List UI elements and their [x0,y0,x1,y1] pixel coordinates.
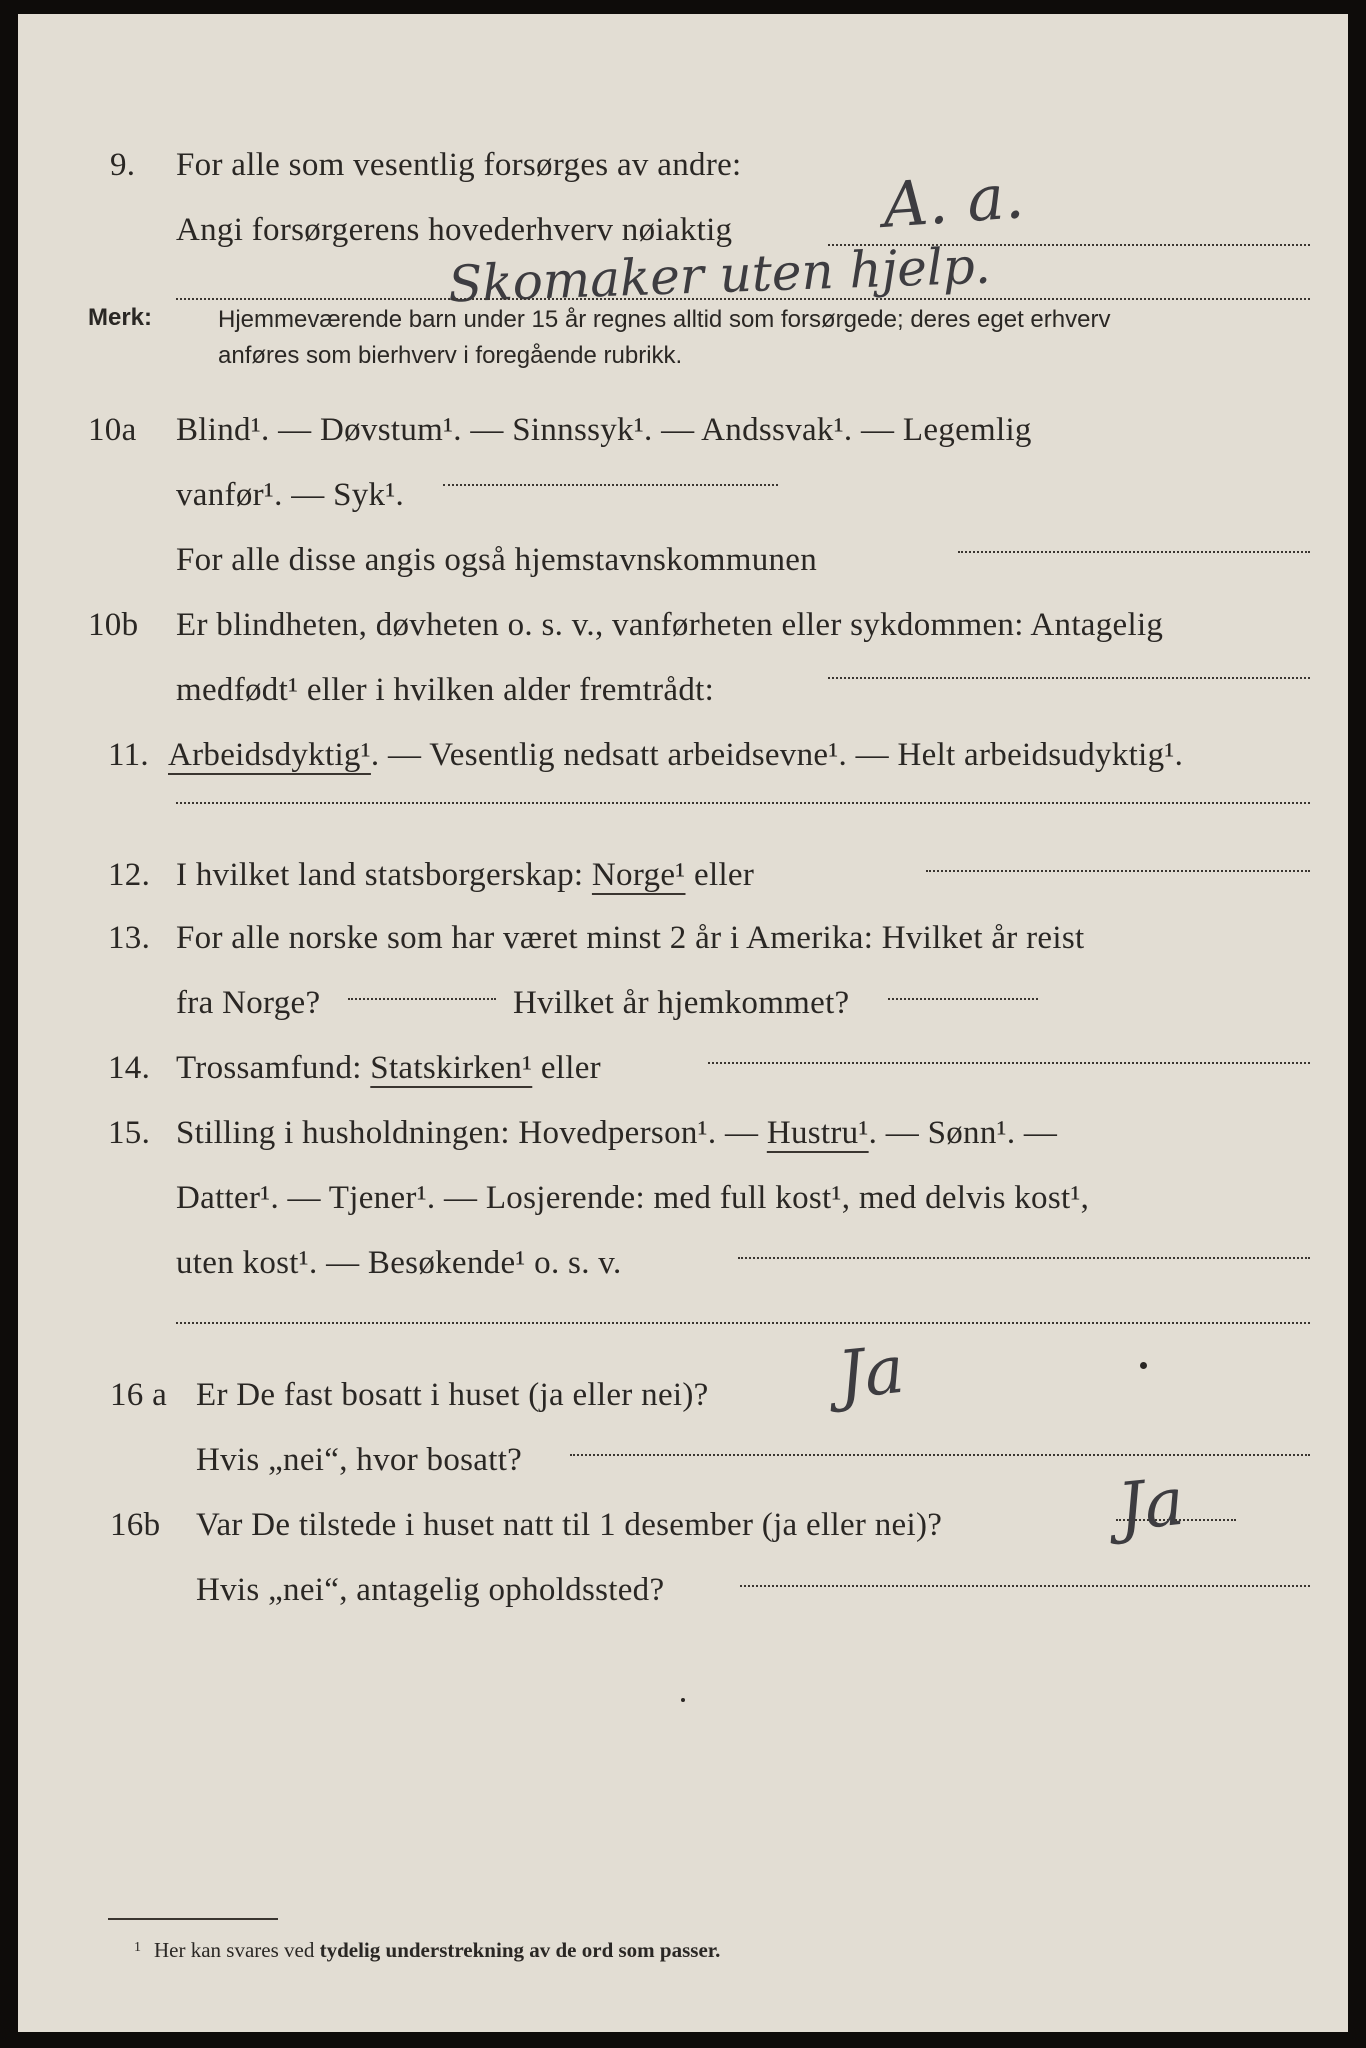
q13-text-line2a: fra Norge? [176,985,321,1021]
q16b-handwritten-answer: Ja [1114,1462,1188,1547]
q10b-dotted-line [828,677,1310,679]
q15-text-line2: Datter¹. — Tjener¹. — Losjerende: med full kost¹, med delvis kost¹, [176,1180,1090,1216]
q10b-text-line2: medfødt¹ eller i hvilken alder fremtrådt: [176,672,715,708]
q10b-number: 10b [88,607,139,643]
q14-text-post: eller [532,1050,601,1086]
q15-underlined-hustru: Hustru¹ [766,1115,869,1151]
q12-number: 12. [108,857,151,893]
q11-dotted-line [176,802,1310,804]
ink-speck [1140,1362,1147,1369]
q10b-line2 [18,649,1348,709]
q16b-line2 [18,1549,1348,1609]
merk-text-line1: Hjemmeværende barn under 15 år regnes alltid som forsørgede; deres eget erhverv [218,306,1111,333]
q16a-line1 [18,1354,1348,1414]
q12-text-post: eller [685,857,755,893]
q14-underlined-statskirken: Statskirken¹ [370,1050,533,1086]
merk-text-line2: anføres som bierhverv i foregående rubrikk. [218,342,683,369]
q10a-line1 [18,389,1348,449]
q9-text-line2: Angi forsørgerens hovederhverv nøiaktig [176,212,733,248]
q15-line1 [18,1092,1348,1152]
q16a-handwritten-answer: Ja [834,1330,908,1415]
q15-text-line1 [176,1115,1057,1152]
q11-text-rest: . — Vesentlig nedsatt arbeidsevne¹. — Helt arbeidsudyktig¹. [370,737,1184,773]
q13-text-line2b: Hvilket år hjemkommet? [513,985,850,1021]
q15-number: 15. [108,1115,151,1151]
q10a-number: 10a [88,412,137,448]
q15-line3 [18,1222,1348,1282]
q15-text-line1-pre: Stilling i husholdningen: Hovedperson¹. — [176,1115,767,1151]
q16a-text-line2: Hvis „nei“, hvor bosatt? [196,1442,523,1478]
q16b-dotted-line [740,1585,1310,1587]
census-form-page [18,14,1348,2032]
q9-line2 [18,189,1348,249]
q15-text-line3: uten kost¹. — Besøkende¹ o. s. v. [176,1245,622,1281]
q14-dotted-line [708,1062,1310,1064]
q13-hjemkommet-dotted-line [888,998,1038,1000]
q10b-line1 [18,584,1348,644]
q13-number: 13. [108,920,151,956]
q12-dotted-line [926,870,1310,872]
merk-label: Merk: [88,304,153,331]
q11-line [18,714,1348,774]
q15-dotted-line-2 [176,1322,1310,1324]
q10b-text-line1: Er blindheten, døvheten o. s. v., vanførheten eller sykdommen: Antagelig [176,607,1164,643]
ink-speck [681,1698,685,1702]
q9-answer-dotted-line-2 [176,298,1310,300]
footnote-text-bold: tydelig understrekning av de ord som passer. [319,1938,721,1962]
q12-underlined-norge: Norge¹ [591,857,686,893]
q14-text-pre: Trossamfund: [176,1050,371,1086]
footnote-text-pre: Her kan svares ved [154,1938,320,1962]
q16b-text-line2: Hvis „nei“, antagelig opholdssted? [196,1572,665,1608]
q11-text [168,737,1183,774]
q9-text-line1: For alle som vesentlig forsørges av andre: [176,147,742,183]
q16b-text-line1: Var De tilstede i huset natt til 1 desember (ja eller nei)? [196,1507,943,1543]
q16a-number: 16 a [110,1377,168,1413]
q13-reist-dotted-line [348,998,496,1000]
q11-number: 11. [108,737,149,773]
q15-text-line1-post: . — Sønn¹. — [868,1115,1058,1151]
footnote-mark: 1 [134,1940,141,1955]
q13-line1 [18,897,1348,957]
q16a-dotted-line [570,1454,1310,1456]
q12-line [18,834,1348,894]
q13-text-line1: For alle norske som har været minst 2 år i Amerika: Hvilket år reist [176,920,1085,956]
footnote [134,1938,721,1963]
q16b-number: 16b [110,1507,161,1543]
q10a-syk-dotted-line [443,484,778,486]
q9-line1 [18,124,1348,184]
q10a-text-line1: Blind¹. — Døvstum¹. — Sinnssyk¹. — Andssvak¹. — Legemlig [176,412,1032,448]
q14-number: 14. [108,1050,151,1086]
q10a-kommune-dotted-line [958,551,1310,553]
q15-line2 [18,1157,1348,1217]
q12-text [176,857,754,894]
q13-line2 [18,962,1348,1022]
q10a-text-line3: For alle disse angis også hjemstavnskommunen [176,542,818,578]
q9-handwritten-answer-1: A. a. [880,159,1027,242]
q12-text-pre: I hvilket land statsborgerskap: [176,857,592,893]
q10a-line3 [18,519,1348,579]
q11-underlined-arbeidsdyktig: Arbeidsdyktig¹ [168,737,371,773]
q9-number: 9. [110,147,136,183]
q16a-text-line1: Er De fast bosatt i huset (ja eller nei)? [196,1377,709,1413]
q10a-text-line2: vanfør¹. — Syk¹. [176,477,405,513]
q9-handwritten-answer-2: Skomaker uten hjelp. [447,236,992,314]
q15-dotted-line-1 [738,1257,1310,1259]
q14-text [176,1050,601,1087]
footnote-rule [108,1918,278,1920]
q14-line [18,1027,1348,1087]
